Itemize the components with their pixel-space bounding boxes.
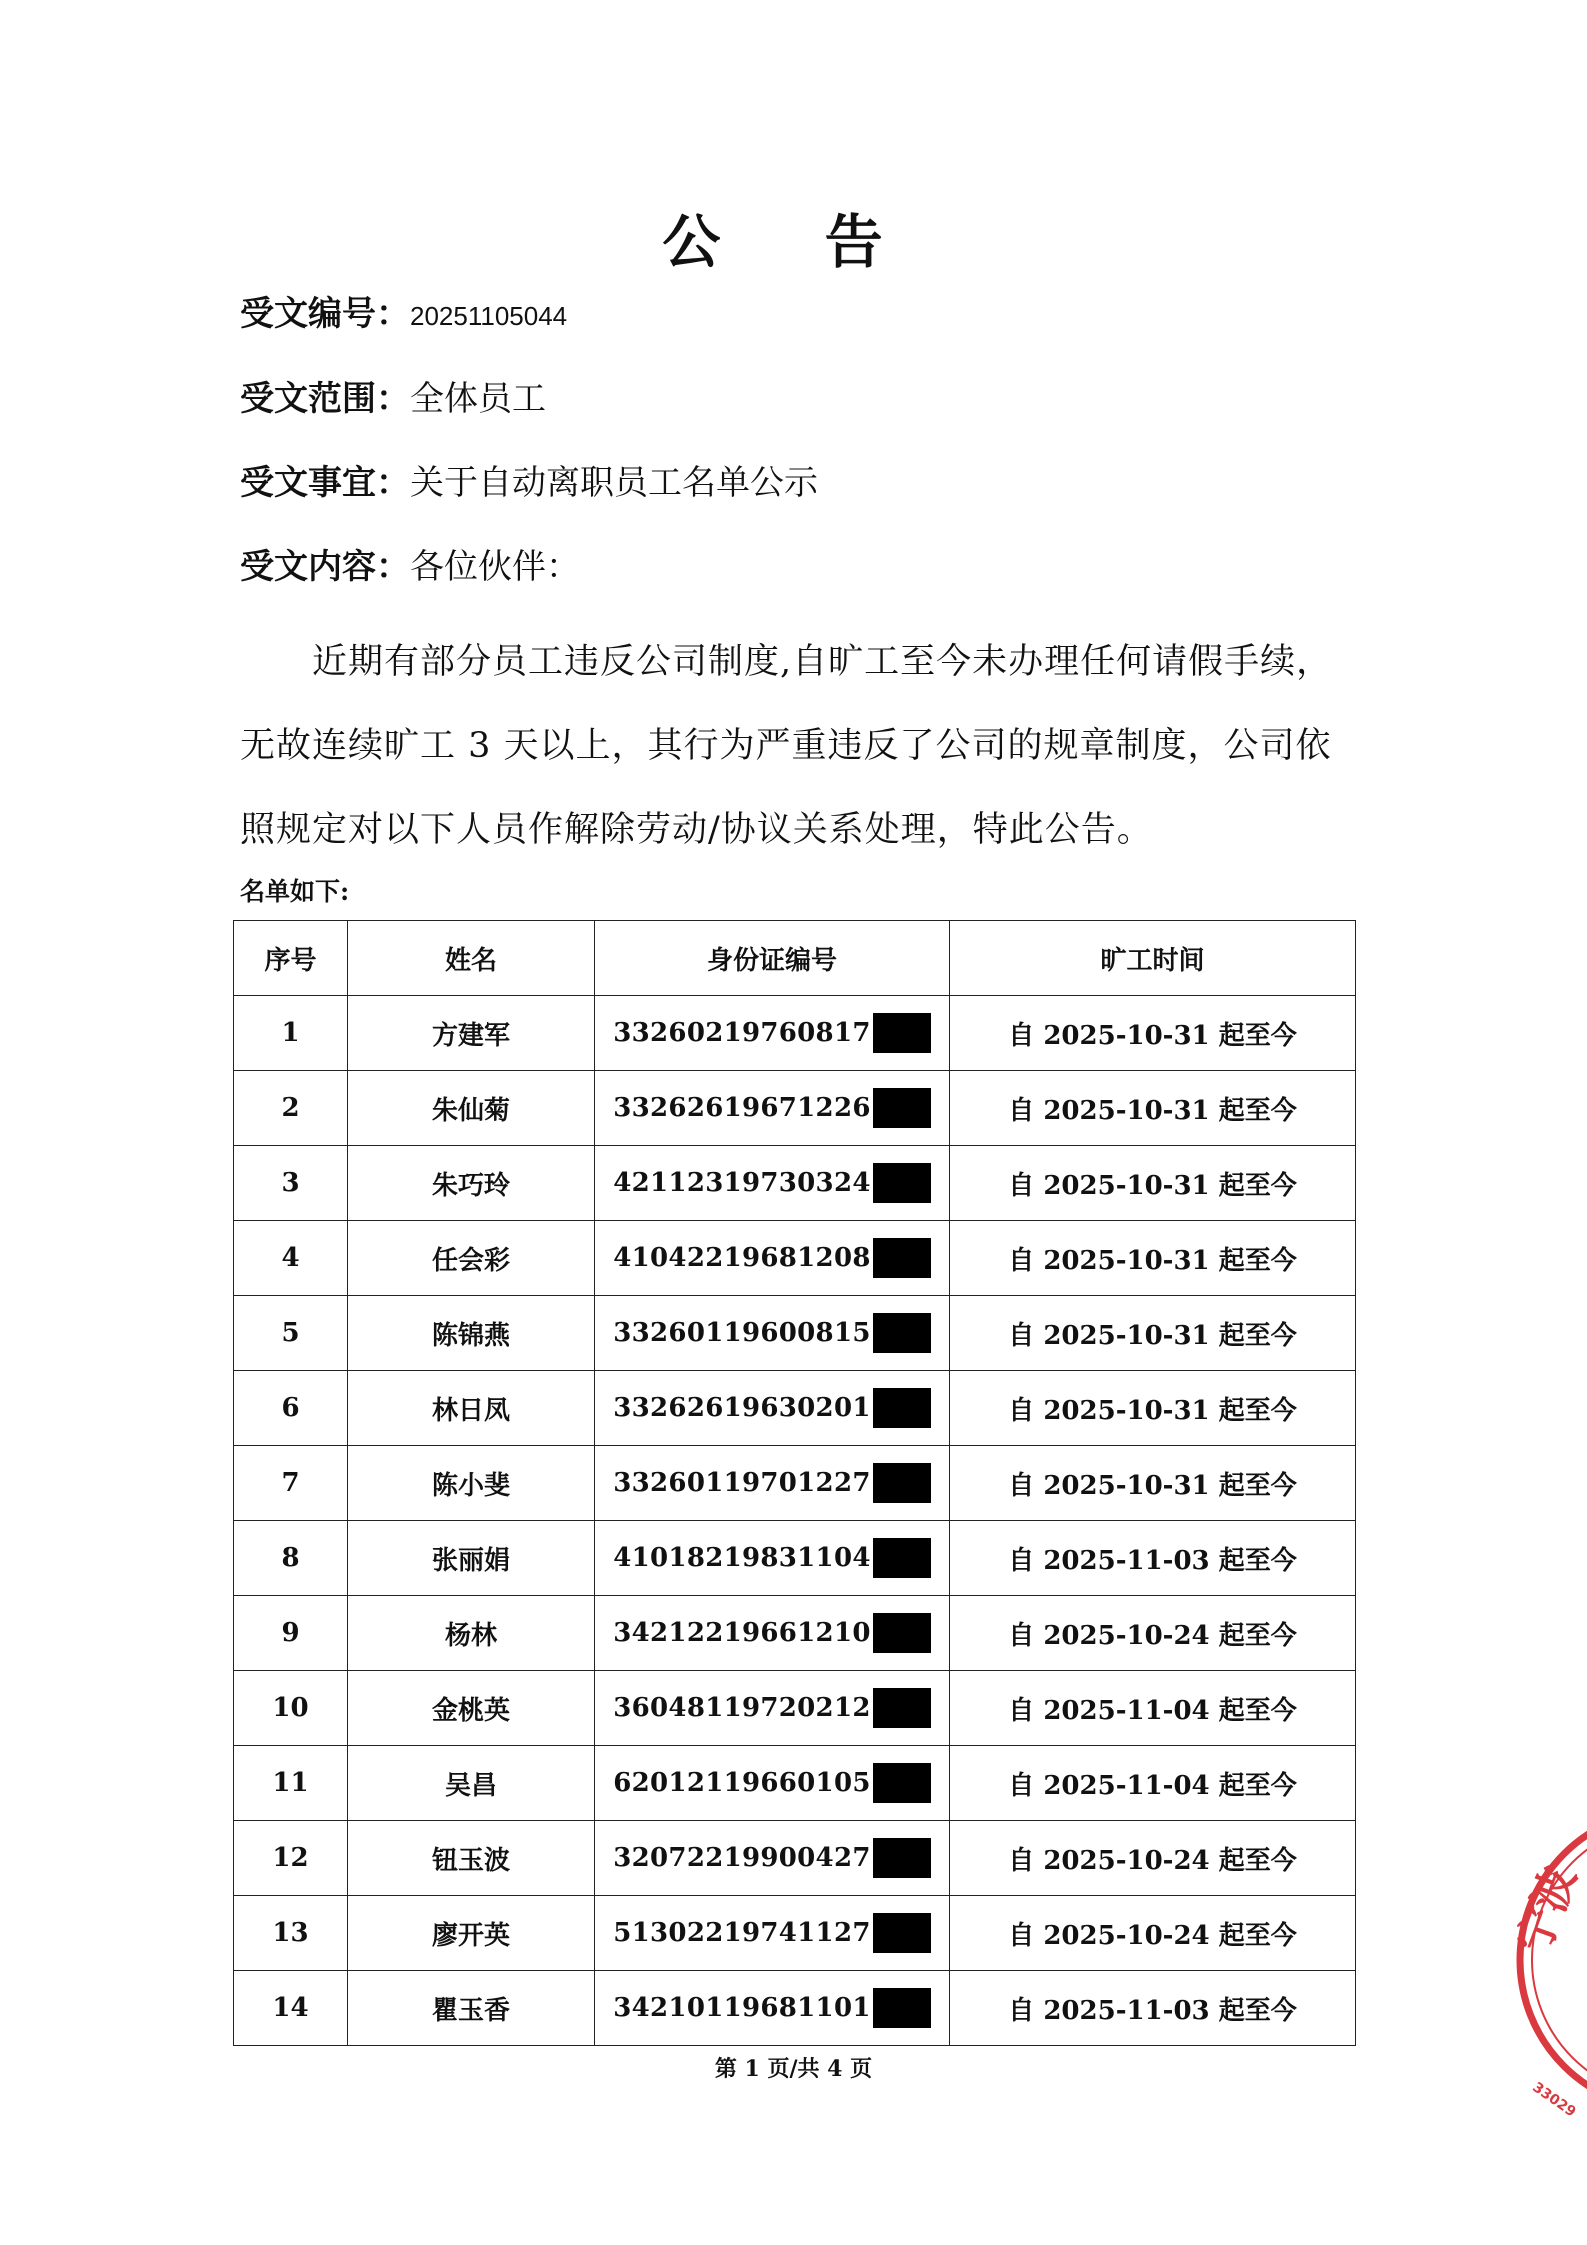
table-row xyxy=(234,1521,1356,1596)
row-id-text: 34212219661210 xyxy=(613,1618,871,1648)
doc-number-value: 20251105044 xyxy=(410,301,568,331)
row-no: 14 xyxy=(234,1971,348,2046)
row-id xyxy=(595,1521,950,1596)
row-time: 自 2025-10-24 起至今 xyxy=(950,1896,1356,1971)
row-id xyxy=(595,1221,950,1296)
row-no: 11 xyxy=(234,1746,348,1821)
row-time: 自 2025-11-04 起至今 xyxy=(950,1671,1356,1746)
row-name: 林日凤 xyxy=(348,1371,595,1446)
row-name: 吴昌 xyxy=(348,1746,595,1821)
row-id xyxy=(595,1671,950,1746)
row-no: 6 xyxy=(234,1371,348,1446)
row-no: 4 xyxy=(234,1221,348,1296)
redaction-icon xyxy=(873,1913,931,1953)
row-name: 钮玉波 xyxy=(348,1821,595,1896)
row-id-text: 34210119681101 xyxy=(613,1993,871,2023)
row-id xyxy=(595,1296,950,1371)
doc-number-label: 受文编号： xyxy=(240,294,410,334)
scope-value: 全体员工 xyxy=(410,379,546,419)
row-id xyxy=(595,1746,950,1821)
company-seal xyxy=(1500,1795,1587,2129)
row-no: 8 xyxy=(234,1521,348,1596)
redaction-icon xyxy=(873,1313,931,1353)
redaction-icon xyxy=(873,1838,931,1878)
row-time: 自 2025-11-03 起至今 xyxy=(950,1521,1356,1596)
redaction-icon xyxy=(873,1013,931,1053)
redaction-icon xyxy=(873,1088,931,1128)
row-no: 3 xyxy=(234,1146,348,1221)
row-time: 自 2025-10-31 起至今 xyxy=(950,1071,1356,1146)
row-id xyxy=(595,1371,950,1446)
redaction-icon xyxy=(873,1238,931,1278)
content-label: 受文内容： xyxy=(240,547,410,587)
table-body xyxy=(234,996,1356,2046)
subject-field xyxy=(240,459,818,507)
row-id xyxy=(595,1596,950,1671)
row-time: 自 2025-10-31 起至今 xyxy=(950,1296,1356,1371)
table-row xyxy=(234,1896,1356,1971)
employee-table xyxy=(233,920,1356,2046)
table-row xyxy=(234,1221,1356,1296)
content-value: 各位伙伴： xyxy=(410,547,580,587)
row-id-text: 62012119660105 xyxy=(613,1768,871,1798)
row-name: 陈锦燕 xyxy=(348,1296,595,1371)
row-name: 任会彩 xyxy=(348,1221,595,1296)
table-row xyxy=(234,1296,1356,1371)
row-name: 瞿玉香 xyxy=(348,1971,595,2046)
redaction-icon xyxy=(873,1688,931,1728)
row-id-text: 32072219900427 xyxy=(613,1843,871,1873)
table-row xyxy=(234,1821,1356,1896)
row-id-text: 36048119720212 xyxy=(613,1693,871,1723)
row-no: 2 xyxy=(234,1071,348,1146)
row-time: 自 2025-10-24 起至今 xyxy=(950,1596,1356,1671)
row-name: 朱巧玲 xyxy=(348,1146,595,1221)
row-id-text: 42112319730324 xyxy=(613,1168,871,1198)
row-id xyxy=(595,1446,950,1521)
row-id-text: 41018219831104 xyxy=(613,1543,871,1573)
list-label: 名单如下: xyxy=(240,877,350,906)
row-time: 自 2025-10-31 起至今 xyxy=(950,1221,1356,1296)
seal-icon xyxy=(1500,1795,1587,2125)
row-id xyxy=(595,1971,950,2046)
row-time: 自 2025-10-31 起至今 xyxy=(950,996,1356,1071)
header-id: 身份证编号 xyxy=(595,921,950,996)
redaction-icon xyxy=(873,1988,931,2028)
seal-text: 宁波 xyxy=(1508,1859,1587,1961)
table-row xyxy=(234,996,1356,1071)
row-name: 金桃英 xyxy=(348,1671,595,1746)
row-name: 杨林 xyxy=(348,1596,595,1671)
redaction-icon xyxy=(873,1388,931,1428)
table-row xyxy=(234,1446,1356,1521)
table-row xyxy=(234,1971,1356,2046)
row-no: 1 xyxy=(234,996,348,1071)
doc-number-field xyxy=(240,290,567,340)
header-no: 序号 xyxy=(234,921,348,996)
table-row xyxy=(234,1071,1356,1146)
row-no: 5 xyxy=(234,1296,348,1371)
header-time: 旷工时间 xyxy=(950,921,1356,996)
row-name: 廖开英 xyxy=(348,1896,595,1971)
row-no: 10 xyxy=(234,1671,348,1746)
subject-label: 受文事宜： xyxy=(240,463,410,503)
row-id xyxy=(595,1821,950,1896)
header-name: 姓名 xyxy=(348,921,595,996)
row-time: 自 2025-10-31 起至今 xyxy=(950,1446,1356,1521)
row-id-text: 41042219681208 xyxy=(613,1243,871,1273)
row-id xyxy=(595,1146,950,1221)
notice-body: 近期有部分员工违反公司制度,自旷工至今未办理任何请假手续，无故连续旷工 3 天以上，其行为严重违反了公司的规章制度，公司依照规定对以下人员作解除劳动/协议关系处理，特此公告。 xyxy=(240,642,1333,850)
seal-number: 33029 xyxy=(1529,2079,1579,2121)
row-id xyxy=(595,1896,950,1971)
row-id-text: 33260119701227 xyxy=(613,1468,871,1498)
redaction-icon xyxy=(873,1163,931,1203)
row-time: 自 2025-10-31 起至今 xyxy=(950,1146,1356,1221)
table-row xyxy=(234,1371,1356,1446)
redaction-icon xyxy=(873,1463,931,1503)
row-time: 自 2025-10-24 起至今 xyxy=(950,1821,1356,1896)
row-id xyxy=(595,1071,950,1146)
scope-field xyxy=(240,375,546,423)
table-header-row xyxy=(234,921,1356,996)
table-row xyxy=(234,1146,1356,1221)
scope-label: 受文范围： xyxy=(240,379,410,419)
row-name: 陈小斐 xyxy=(348,1446,595,1521)
page-title: 公 告 xyxy=(662,208,925,276)
row-name: 张丽娟 xyxy=(348,1521,595,1596)
table-row xyxy=(234,1596,1356,1671)
row-time: 自 2025-11-04 起至今 xyxy=(950,1746,1356,1821)
row-id-text: 33262619630201 xyxy=(613,1393,871,1423)
redaction-icon xyxy=(873,1763,931,1803)
row-id-text: 33260119600815 xyxy=(613,1318,871,1348)
row-name: 方建军 xyxy=(348,996,595,1071)
row-id-text: 33262619671226 xyxy=(613,1093,871,1123)
row-no: 9 xyxy=(234,1596,348,1671)
row-name: 朱仙菊 xyxy=(348,1071,595,1146)
table-row xyxy=(234,1671,1356,1746)
row-time: 自 2025-11-03 起至今 xyxy=(950,1971,1356,2046)
row-id-text: 51302219741127 xyxy=(613,1918,871,1948)
row-no: 12 xyxy=(234,1821,348,1896)
redaction-icon xyxy=(873,1538,931,1578)
row-no: 13 xyxy=(234,1896,348,1971)
page-footer: 第 1 页/共 4 页 xyxy=(714,2056,873,2082)
row-no: 7 xyxy=(234,1446,348,1521)
content-field xyxy=(240,543,580,591)
redaction-icon xyxy=(873,1613,931,1653)
row-id-text: 33260219760817 xyxy=(613,1018,871,1048)
row-time: 自 2025-10-31 起至今 xyxy=(950,1371,1356,1446)
row-id xyxy=(595,996,950,1071)
subject-value: 关于自动离职员工名单公示 xyxy=(410,463,818,503)
table-row xyxy=(234,1746,1356,1821)
